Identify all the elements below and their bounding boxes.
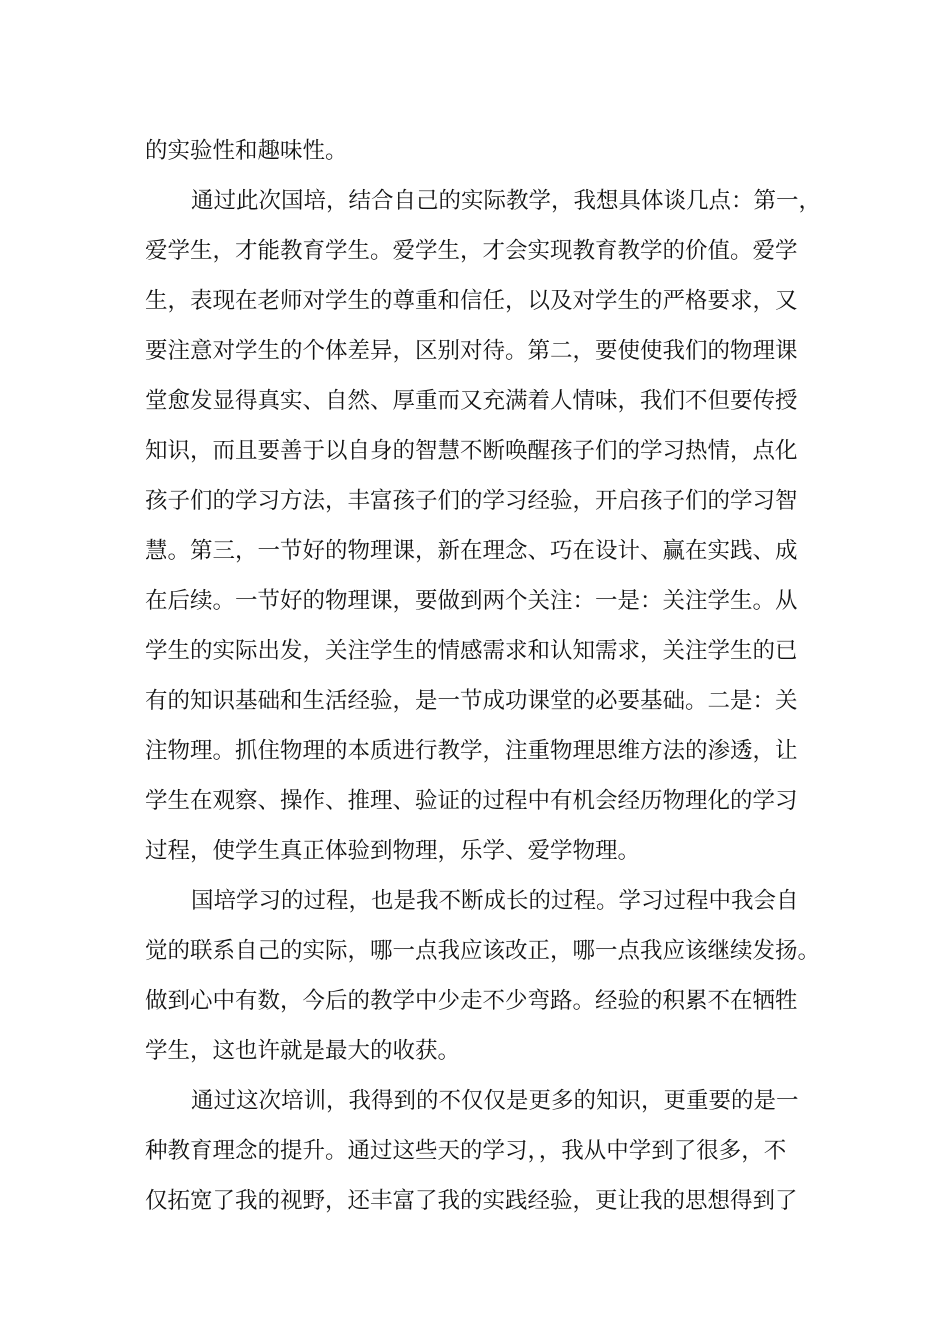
text-line bbox=[0, 784, 950, 818]
text-line bbox=[0, 134, 950, 168]
text-line bbox=[0, 234, 950, 268]
line-text: 慧。第三，一节好的物理课，新在理念、巧在设计、赢在实践、成 bbox=[145, 538, 798, 564]
line-text: 的实验性和趣味性。 bbox=[145, 138, 348, 164]
line-text: 知识，而且要善于以自身的智慧不断唤醒孩子们的学习热情，点化 bbox=[145, 438, 798, 464]
text-line bbox=[0, 984, 950, 1018]
line-text: 仅拓宽了我的视野，还丰富了我的实践经验，更让我的思想得到了 bbox=[145, 1188, 798, 1214]
line-text: 学生在观察、操作、推理、验证的过程中有机会经历物理化的学习 bbox=[145, 788, 798, 814]
line-text: 做到心中有数，今后的教学中少走不少弯路。经验的积累不在牺牲 bbox=[145, 988, 798, 1014]
text-line bbox=[0, 1084, 950, 1118]
text-line bbox=[0, 834, 950, 868]
text-line bbox=[0, 584, 950, 618]
text-line bbox=[0, 334, 950, 368]
text-line bbox=[0, 534, 950, 568]
line-text: 国培学习的过程，也是我不断成长的过程。学习过程中我会自 bbox=[191, 888, 799, 914]
line-text: 要注意对学生的个体差异，区别对待。第二，要使使我们的物理课 bbox=[145, 338, 798, 364]
text-line bbox=[0, 1134, 950, 1168]
line-text: 通过这次培训，我得到的不仅仅是更多的知识，更重要的是一 bbox=[191, 1088, 799, 1114]
text-line bbox=[0, 184, 950, 218]
line-text: 孩子们的学习方法，丰富孩子们的学习经验，开启孩子们的学习智 bbox=[145, 488, 798, 514]
text-line bbox=[0, 384, 950, 418]
line-text: 种教育理念的提升。通过这些天的学习，，我从中学到了很多，不 bbox=[145, 1138, 787, 1164]
line-text: 堂愈发显得真实、自然、厚重而又充满着人情味，我们不但要传授 bbox=[145, 388, 798, 414]
line-text: 学生的实际出发，关注学生的情感需求和认知需求，关注学生的已 bbox=[145, 638, 798, 664]
text-line bbox=[0, 634, 950, 668]
text-line bbox=[0, 434, 950, 468]
text-line bbox=[0, 484, 950, 518]
line-text: 通过此次国培，结合自己的实际教学，我想具体谈几点：第一， bbox=[191, 188, 822, 214]
line-text: 觉的联系自己的实际，哪一点我应该改正，哪一点我应该继续发扬。 bbox=[145, 938, 821, 964]
text-line bbox=[0, 284, 950, 318]
text-line bbox=[0, 684, 950, 718]
text-line bbox=[0, 934, 950, 968]
line-text: 在后续。一节好的物理课，要做到两个关注：一是：关注学生。从 bbox=[145, 588, 798, 614]
line-text: 注物理。抓住物理的本质进行教学，注重物理思维方法的渗透，让 bbox=[145, 738, 798, 764]
line-text: 过程，使学生真正体验到物理，乐学、爱学物理。 bbox=[145, 838, 641, 864]
line-text: 爱学生，才能教育学生。爱学生，才会实现教育教学的价值。爱学 bbox=[145, 238, 798, 264]
text-line bbox=[0, 1184, 950, 1218]
line-text: 学生，这也许就是最大的收获。 bbox=[145, 1038, 461, 1064]
line-text: 有的知识基础和生活经验，是一节成功课堂的必要基础。二是：关 bbox=[145, 688, 798, 714]
line-text: 生，表现在老师对学生的尊重和信任，以及对学生的严格要求，又 bbox=[145, 288, 798, 314]
text-line bbox=[0, 734, 950, 768]
text-line bbox=[0, 884, 950, 918]
text-line bbox=[0, 1034, 950, 1068]
